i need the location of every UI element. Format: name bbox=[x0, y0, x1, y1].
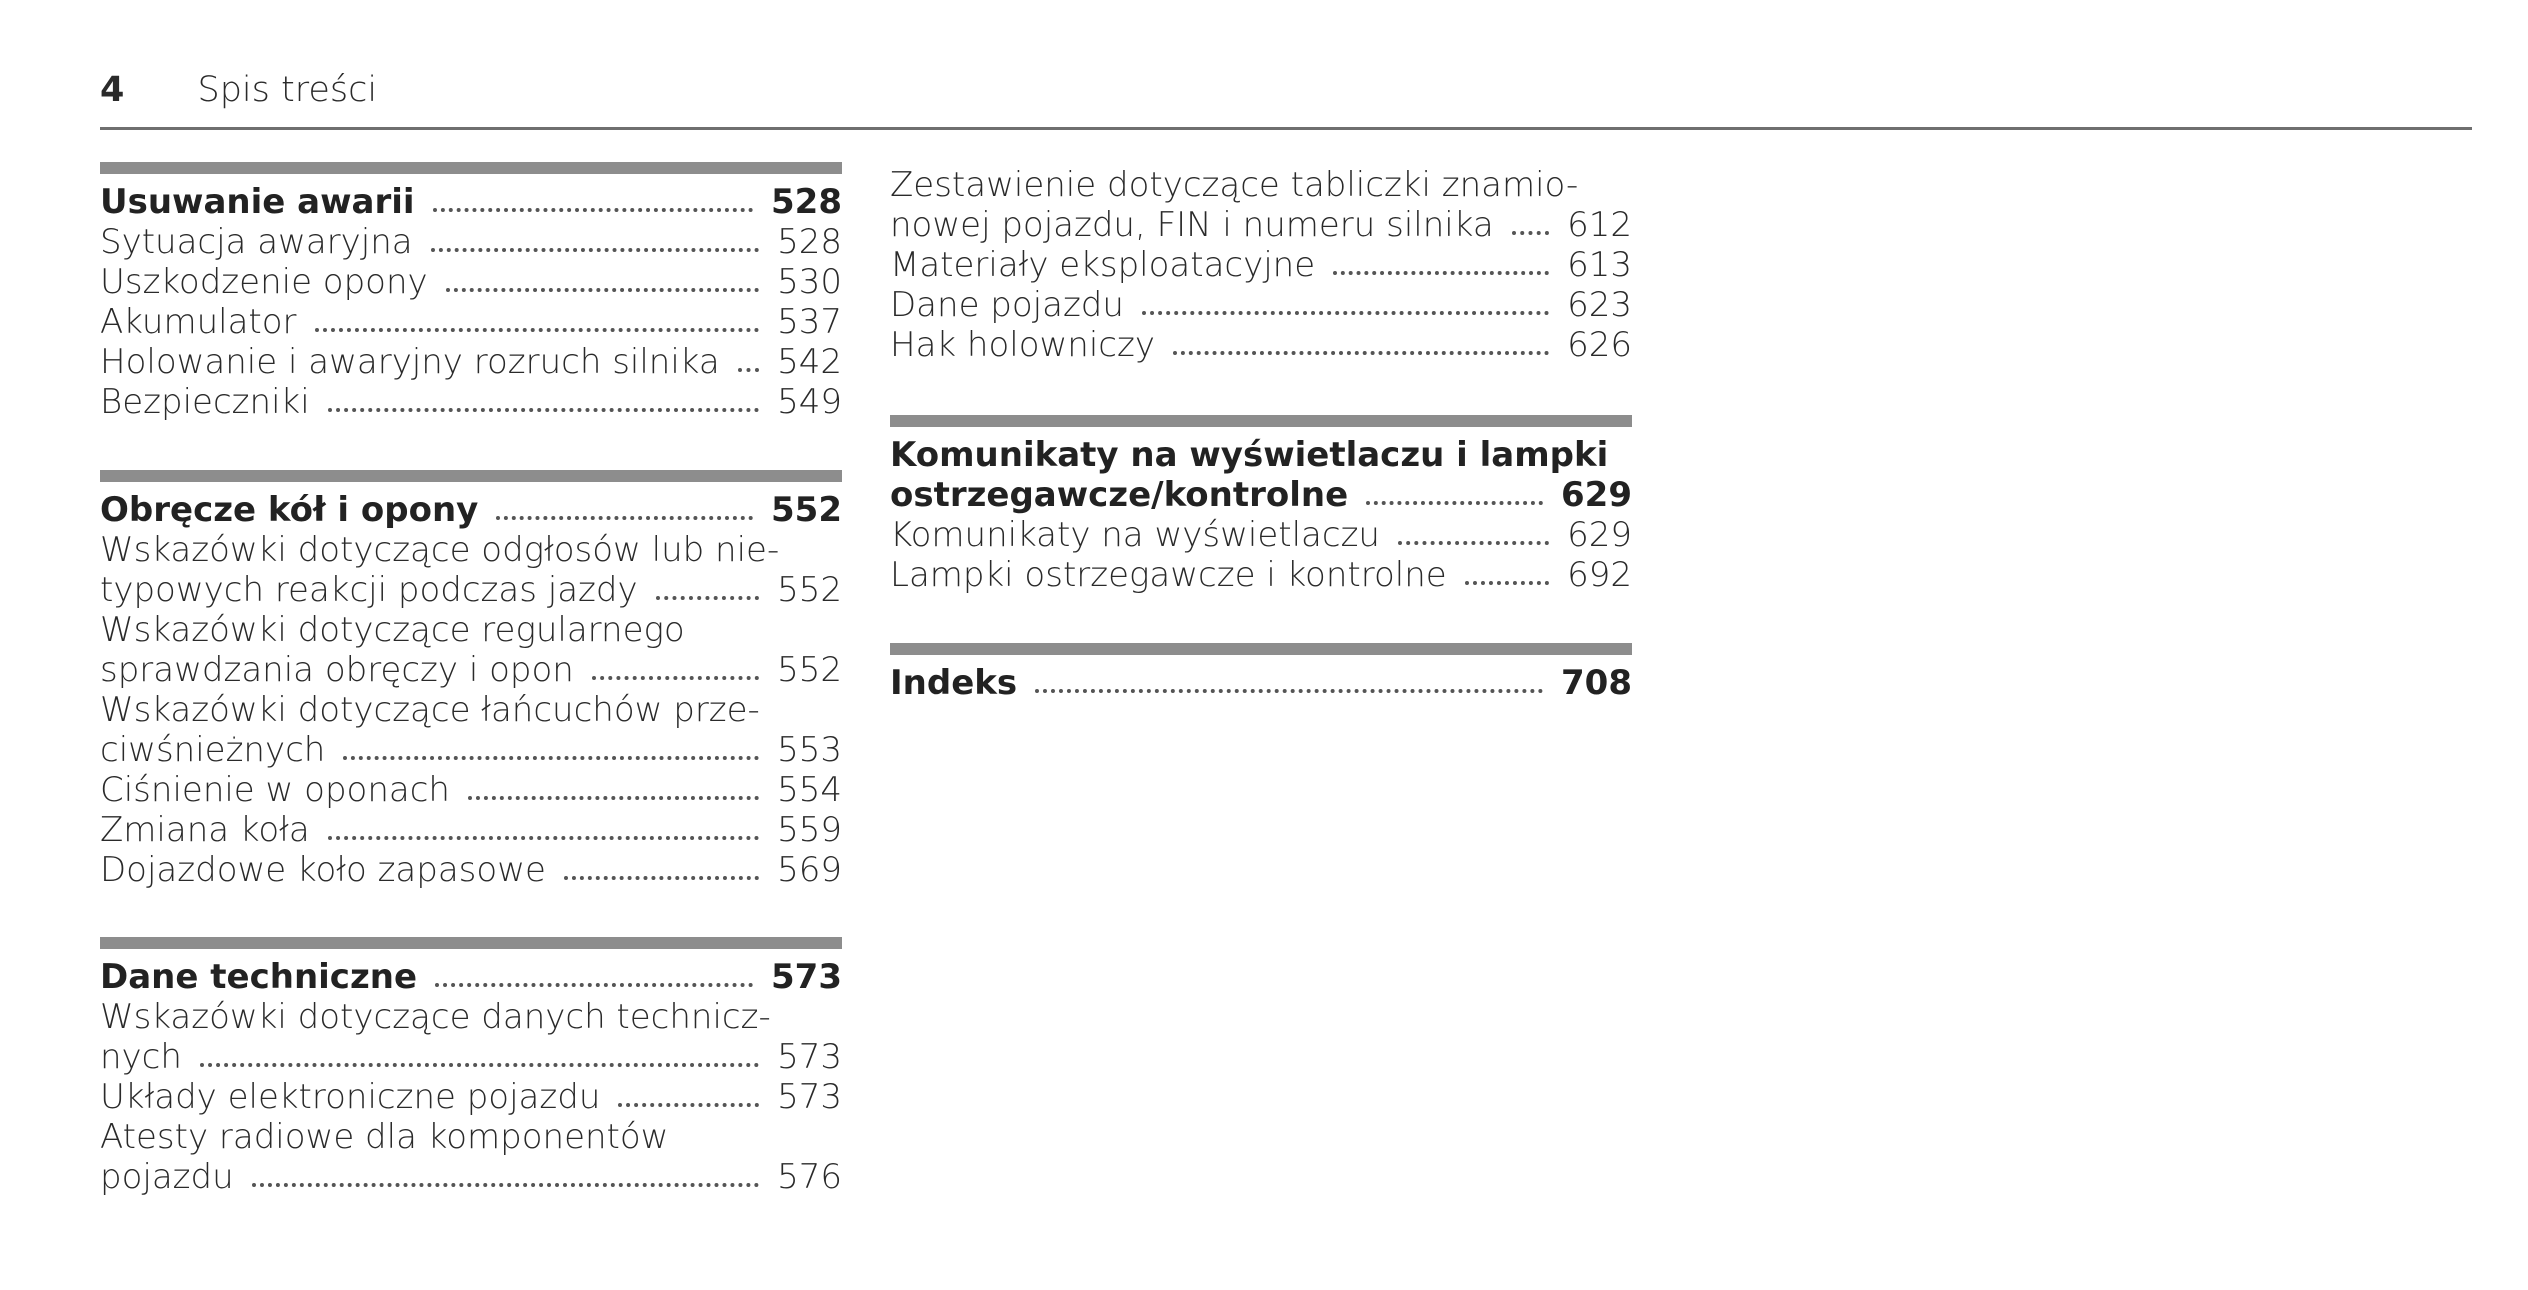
section-komunikaty bbox=[890, 415, 1632, 595]
toc-entry[interactable]: Lampki ostrzegawcze i kontrolne 692 bbox=[890, 555, 1632, 595]
toc-entry[interactable]: typowych reakcji podczas jazdy 552 bbox=[100, 570, 842, 610]
toc-entry[interactable]: nych 573 bbox=[100, 1037, 842, 1077]
toc-entry[interactable]: Akumulator 537 bbox=[100, 302, 842, 342]
toc-entry[interactable]: Dojazdowe koło zapasowe 569 bbox=[100, 850, 842, 890]
section-bar bbox=[100, 937, 842, 949]
section-indeks bbox=[890, 643, 1632, 703]
toc-entry[interactable]: Ciśnienie w oponach 554 bbox=[100, 770, 842, 810]
toc-entry[interactable]: pojazdu 576 bbox=[100, 1157, 842, 1197]
toc-entry[interactable]: Sytuacja awaryjna 528 bbox=[100, 222, 842, 262]
page-number: 4 bbox=[100, 70, 125, 110]
toc-entry[interactable]: Uszkodzenie opony 530 bbox=[100, 262, 842, 302]
section-dane-pojazdu bbox=[890, 165, 1632, 365]
toc-entry[interactable]: nowej pojazdu, FIN i numeru silnika 612 bbox=[890, 205, 1632, 245]
toc-section-heading[interactable]: Dane techniczne 573 bbox=[100, 957, 842, 997]
section-bar bbox=[100, 162, 842, 174]
section-bar bbox=[890, 643, 1632, 655]
toc-section-heading[interactable]: ostrzegawcze/kontrolne 629 bbox=[890, 475, 1632, 515]
section-usuwanie-awarii bbox=[100, 162, 842, 422]
toc-entry[interactable]: Zmiana koła 559 bbox=[100, 810, 842, 850]
toc-entry-line[interactable]: Wskazówki dotyczące łańcuchów prze- bbox=[100, 690, 760, 730]
toc-entry[interactable]: sprawdzania obręczy i opon 552 bbox=[100, 650, 842, 690]
toc-entry[interactable]: ciwśnieżnych 553 bbox=[100, 730, 842, 770]
section-obrecze-kol bbox=[100, 470, 842, 890]
section-bar bbox=[100, 470, 842, 482]
toc-entry-line[interactable]: Zestawienie dotyczące tabliczki znamio- bbox=[890, 165, 1579, 205]
toc-entry[interactable]: Komunikaty na wyświetlaczu 629 bbox=[890, 515, 1632, 555]
header-rule bbox=[100, 127, 2472, 130]
page-title: Spis treści bbox=[197, 70, 378, 110]
toc-section-heading[interactable]: Obręcze kół i opony 552 bbox=[100, 490, 842, 530]
toc-entry-line[interactable]: Wskazówki dotyczące danych technicz- bbox=[100, 997, 771, 1037]
toc-entry[interactable]: Dane pojazdu 623 bbox=[890, 285, 1632, 325]
toc-entry-line[interactable]: Atesty radiowe dla komponentów bbox=[100, 1117, 669, 1157]
toc-entry-line[interactable]: Wskazówki dotyczące regularnego bbox=[100, 610, 685, 650]
toc-section-heading[interactable]: Usuwanie awarii 528 bbox=[100, 182, 842, 222]
section-bar bbox=[890, 415, 1632, 427]
page-header bbox=[100, 70, 377, 110]
section-dane-techniczne bbox=[100, 937, 842, 1197]
toc-entry[interactable]: Bezpieczniki 549 bbox=[100, 382, 842, 422]
toc-entry-line[interactable]: Wskazówki dotyczące odgłosów lub nie- bbox=[100, 530, 780, 570]
toc-entry[interactable]: Hak holowniczy 626 bbox=[890, 325, 1632, 365]
toc-section-heading[interactable]: Indeks 708 bbox=[890, 663, 1632, 703]
toc-entry[interactable]: Układy elektroniczne pojazdu 573 bbox=[100, 1077, 842, 1117]
toc-entry[interactable]: Materiały eksploatacyjne 613 bbox=[890, 245, 1632, 285]
toc-section-heading-line[interactable]: Komunikaty na wyświetlaczu i lampki bbox=[890, 435, 1609, 475]
toc-entry[interactable]: Holowanie i awaryjny rozruch silnika 542 bbox=[100, 342, 842, 382]
